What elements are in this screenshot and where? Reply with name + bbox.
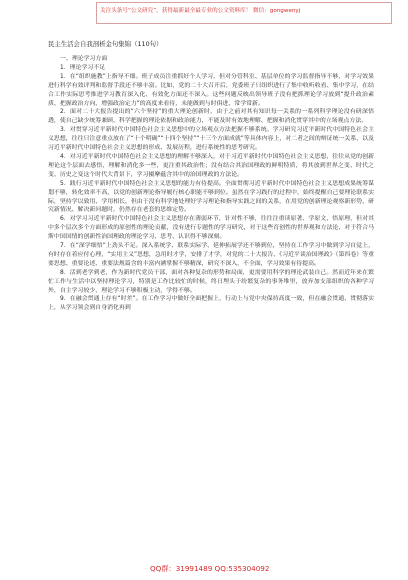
paragraph-8: 8．活到老学到老，作为新时代党员干部，面对各种复杂的形势和局面，更需要用科学的理论武装自己。然而近年来在繁忙工作与生活中以坚持理论学习，特别是工作比较忙的时候，终日埋头于纷繁复杂的事务堆里，放弃加支部组织的各种学习外，自主学习较少，理论学习不够积极主动，学得不够。: [48, 269, 374, 294]
paragraph-4: 4．对习近平新时代中国特色社会主义思想的理解不够深入，对于习近平新时代中国特色社会主义思想，往往从党的创新理论这个层面去感悟，理解和消化多一些，更注重其政治性；没有结合其治国理政的鲜明特质，将其放到世界之变、时代之变、历史之变这个时代大背景下，学习摄摩蕴含其中的治国理政的方法论。: [48, 153, 374, 178]
contact-footer-text: QQ群：31991489 QQ:535304092: [150, 564, 270, 573]
paragraph-6: 6．对学习习近平新时代中国特色社会主义思想存在薄弱环节，针对性不够，往往注重读原著、学原文、悟原理，但对其中多个层次多个方面形成的原创性的理论贡献，没有进行专题性的学习研究，对于这些育创性的世界观和方法论，对于符合马斯中国国情的创新性治国理政的理论学习，思考、认识得不够深刻。: [48, 216, 374, 241]
paragraph-5: 5．践行习近平新时代中国特色社会主义思想的能力有待提高。全面贯彻习近平新时代中国特色社会主义思想成果统筹谋划不够，转化效率不高，以党的创新理论指导履行核心职能不够到位。虽然在学习践行的过程中，始终提醒自己要理论联系实际，坚持学以致用、学用相长，但由于没有科学地处理好学习理论和指导实践之间的关系，在用党的创新理论观察新形势、研究新情况、解决新问题时，仍然存在老套的思维定势。: [48, 180, 374, 214]
document-title: 民主生活会自我剖析金句集锦（110句）: [48, 40, 163, 48]
section-heading: 一、理论学习方面: [60, 56, 108, 62]
paragraph-9: 9．在融会贯通上存有“时差”。在工作学习中做好全面把握上，行动上与党中央保持高度一致，但在融会贯通、贯彻落实上，从学习领会到自身消化再到: [48, 296, 374, 312]
paragraph-2: 2．面对二十大报告提出的“六个坚持”的重大理论创新时，由于之前对其有知识每一关系的一系列科学理论没有研深悟透，使自己缺少统筹兼顾、科学把握的理论依据和政治能力，不能及时有效地理解、把握和消化贯穿其中的立场观点方法。: [48, 109, 374, 125]
paragraph-7: 7．在“深学细悟”上劲头不足。深入系统学、联系实际学、延伸拓展学还不够到位，坚持在工作学习中做到学习自觉上，有时存在着应付心理，“实用主义”思想，急用时才学，安排了才学，对党的二十大报告、《习近平谈治国理政》（第四卷）等重要思想、重要论述、重要法规篇含的丰富内涵掌握不够精深，研究不深入，不全面，学习效果有待提高。: [48, 243, 374, 267]
promo-banner: [0, 0, 408, 30]
paragraph-3: 3．对贯穿习近平新时代中国特色社会主义思想中的立场观点方法把握不够系统。学习研究习近平新时代中国特色社会主义思想，往往只注意重点放在了“十个明确”“十四个坚持”“十三个方面成就”等具体内容上，对二者之间的辩证统一关系，以及习近平新时代中国特色社会主义思想的形成、发展历程，进行系统性的思考研究。: [48, 127, 374, 152]
subheading: 1．理论学习不足: [60, 64, 106, 71]
document-body: [48, 55, 374, 313]
promo-banner-text: 关注头条号“公文研究”，获得最新最全最专业的公文资料库！ 微信：gongwenyj: [100, 8, 301, 14]
contact-footer: [0, 562, 408, 576]
paragraph-1: 1．在“组织施教”上指导不细。班子成员注重抓好个人学习，但对分管科室、基层单位的学习监督指导不够，对学习效果进行科学有效评判和监督手段还不够丰富。比如，党的二十大召开后，党委班子只组织进行了集中收听收看、集中学习，在结合工作实际思考推进学习教育深入化、有效化方面还不深入。这些问题反映出领导班子没有把抓理论学习放到“提升政治素质、把握政治方向、增强政治定力”的高度来看待，未能做到与时俱进、常学常新。: [48, 73, 374, 107]
